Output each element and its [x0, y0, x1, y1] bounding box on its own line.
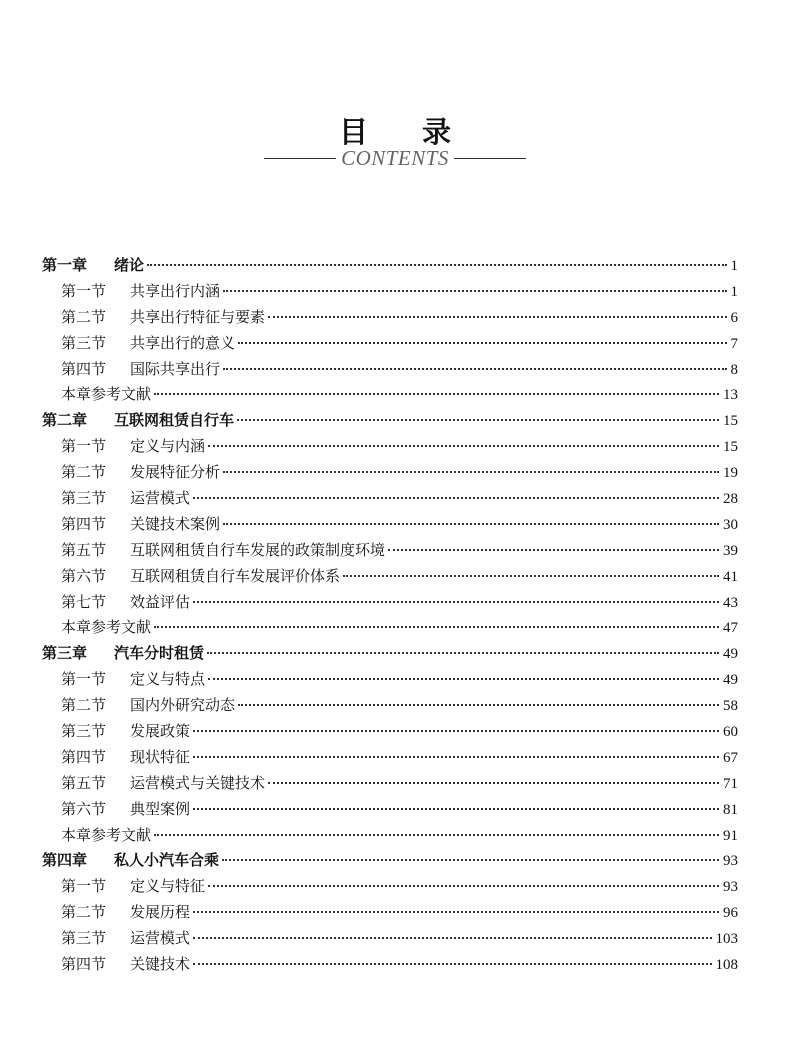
dot-leader	[193, 931, 711, 939]
toc-entry-title: 定义与特征	[130, 877, 206, 896]
toc-section-row[interactable]	[42, 357, 738, 383]
toc-entry-title: 私人小汽车合乘	[114, 851, 220, 870]
toc-entry-label	[61, 745, 190, 771]
toc-entry-label	[61, 564, 340, 590]
toc-chapter-row[interactable]	[42, 641, 738, 667]
dot-leader	[223, 465, 719, 473]
toc-entry-label	[61, 719, 190, 745]
toc-page-number: 91	[723, 827, 738, 844]
toc-page-number: 8	[730, 361, 738, 378]
toc-entry-label	[61, 693, 235, 719]
toc-entry-number: 第一节	[61, 877, 107, 896]
toc-section-row[interactable]	[42, 797, 738, 823]
toc-entry-title: 运营模式与关键技术	[130, 773, 266, 792]
dot-leader	[208, 879, 719, 887]
toc-entry-label	[42, 641, 204, 667]
toc-entry-label	[61, 486, 190, 512]
toc-page-number: 93	[723, 879, 738, 896]
toc-entry-label	[61, 771, 265, 797]
toc-entry-title: 汽车分时租赁	[114, 644, 205, 663]
toc-section-row[interactable]	[42, 564, 738, 590]
toc-entry-number: 第六节	[61, 566, 107, 585]
toc-entry-label	[61, 538, 385, 564]
dot-leader	[268, 776, 719, 784]
toc-section-row[interactable]	[42, 874, 738, 900]
dot-leader	[238, 336, 726, 344]
toc-section-row[interactable]	[42, 538, 738, 564]
toc-entry-label	[61, 331, 235, 357]
toc-entry-title: 发展历程	[130, 903, 191, 922]
toc-entry-number: 第二节	[61, 903, 107, 922]
toc-entry-label	[61, 512, 220, 538]
toc-page-number: 6	[730, 309, 738, 326]
toc-entry-title: 绪论	[114, 256, 145, 274]
toc-section-row[interactable]	[42, 279, 738, 305]
dot-leader	[207, 646, 719, 654]
toc-section-row[interactable]	[42, 900, 738, 926]
left-rule	[264, 158, 336, 159]
toc-page-number: 1	[730, 258, 738, 274]
toc-page-number: 15	[723, 413, 738, 430]
toc-entry-title: 定义与特点	[130, 670, 206, 689]
toc-section-row[interactable]	[42, 667, 738, 693]
toc-page-number: 49	[723, 646, 738, 663]
toc-entry-label	[61, 590, 190, 616]
toc-page-number: 30	[723, 516, 738, 533]
toc-entry-number: 第四节	[61, 514, 107, 533]
toc-entry-number: 第三节	[61, 489, 107, 508]
toc-entry-number: 第一章	[42, 256, 88, 274]
toc-entry-title: 发展政策	[130, 722, 191, 741]
toc-entry-label	[61, 797, 190, 823]
toc-entry-number: 第二节	[61, 696, 107, 715]
toc-entry-title: 关键技术案例	[130, 514, 221, 533]
toc-entry-title: 效益评估	[130, 592, 191, 611]
toc-entry-label	[42, 848, 219, 874]
toc-section-row[interactable]	[42, 512, 738, 538]
toc-entry-title: 国内外研究动态	[130, 696, 236, 715]
toc-entry-title: 互联网租赁自行车发展评价体系	[130, 566, 341, 585]
toc-entry-number: 第五节	[61, 773, 107, 792]
toc-entry-label	[61, 357, 220, 383]
dot-leader	[222, 853, 719, 861]
toc-section-row[interactable]	[42, 952, 738, 978]
toc-page-number: 49	[723, 672, 738, 689]
dot-leader	[208, 672, 719, 680]
toc-section-row[interactable]	[42, 460, 738, 486]
toc-section-row[interactable]	[42, 305, 738, 331]
toc-entry-label	[61, 460, 220, 486]
toc-entry-number: 第一节	[61, 281, 107, 300]
toc-page-number: 19	[723, 465, 738, 482]
toc-entry-number: 第二节	[61, 307, 107, 326]
toc-entry-title: 本章参考文献	[61, 825, 152, 844]
toc-entry-title: 关键技术	[130, 955, 191, 974]
toc-entry-number: 第一节	[61, 437, 107, 456]
dot-leader	[388, 543, 719, 551]
toc-entry-number: 第三节	[61, 333, 107, 352]
toc-page-number: 58	[723, 698, 738, 715]
dot-leader	[208, 439, 719, 447]
toc-page-number: 39	[723, 542, 738, 559]
toc-entry-number: 第三章	[42, 644, 88, 663]
toc-entry-label	[61, 926, 190, 952]
toc-entry-label	[61, 382, 151, 408]
toc-entry-number: 第七节	[61, 592, 107, 611]
dot-leader	[193, 905, 719, 913]
toc-entry-title: 本章参考文献	[61, 385, 152, 404]
toc-entry-number: 第六节	[61, 799, 107, 818]
toc-entry-number: 第三节	[61, 722, 107, 741]
toc-section-row[interactable]	[42, 926, 738, 952]
toc-page-number: 41	[723, 568, 738, 585]
toc-page-number: 28	[723, 491, 738, 508]
toc-entry-label	[61, 667, 205, 693]
contents-title: 目 录	[338, 115, 474, 149]
toc-page-number: 43	[723, 594, 738, 611]
toc-entry-title: 共享出行特征与要素	[130, 307, 266, 326]
toc-entry-label	[61, 305, 265, 331]
dot-leader	[193, 595, 719, 603]
toc-page-number: 81	[723, 801, 738, 818]
dot-leader	[147, 258, 726, 266]
toc-section-row[interactable]	[42, 382, 738, 408]
toc-entry-number: 第五节	[61, 540, 107, 559]
toc-entry-number: 第四节	[61, 747, 107, 766]
dot-leader	[223, 362, 726, 370]
dot-leader	[223, 284, 726, 292]
toc-entry-label	[61, 615, 151, 641]
toc-entry-number: 第四节	[61, 359, 107, 378]
dot-leader	[193, 750, 719, 758]
toc-entry-title: 运营模式	[130, 489, 191, 508]
toc-entry-number: 第二节	[61, 463, 107, 482]
toc-chapter-row[interactable]	[42, 253, 738, 279]
toc-entry-label	[61, 434, 205, 460]
toc-chapter-row[interactable]	[42, 408, 738, 434]
toc-page-number: 7	[730, 335, 738, 352]
dot-leader	[237, 413, 719, 421]
toc-entry-title: 互联网租赁自行车	[114, 411, 235, 430]
toc-section-row[interactable]	[42, 719, 738, 745]
toc-entry-title: 互联网租赁自行车发展的政策制度环境	[130, 540, 386, 559]
toc-page-number: 93	[723, 853, 738, 870]
toc-section-row[interactable]	[42, 434, 738, 460]
dot-leader	[154, 828, 719, 836]
toc-entry-title: 共享出行内涵	[130, 281, 221, 300]
toc-entry-label	[61, 279, 220, 305]
toc-page-number: 15	[723, 439, 738, 456]
toc-section-row[interactable]	[42, 693, 738, 719]
toc-entry-number: 第三节	[61, 929, 107, 948]
toc-entry-number: 第四节	[61, 955, 107, 974]
toc-entry-label	[61, 952, 190, 978]
toc-section-row[interactable]	[42, 823, 738, 849]
toc-section-row[interactable]	[42, 486, 738, 512]
dot-leader	[154, 387, 719, 395]
toc-section-row[interactable]	[42, 771, 738, 797]
toc-page-number: 60	[723, 724, 738, 741]
toc-entry-number: 第二章	[42, 411, 88, 430]
toc-entry-title: 本章参考文献	[61, 618, 152, 637]
dot-leader	[223, 517, 719, 525]
toc-entry-label	[42, 253, 144, 279]
toc-page-number: 103	[715, 931, 738, 948]
dot-leader	[193, 957, 711, 965]
toc-chapter-row[interactable]	[42, 848, 738, 874]
dot-leader	[193, 802, 719, 810]
toc-page-number: 108	[715, 957, 738, 974]
toc-entry-title: 典型案例	[130, 799, 191, 818]
subtitle-text: CONTENTS	[341, 146, 449, 170]
toc-entry-label	[61, 823, 151, 849]
toc-entry-number: 第四章	[42, 851, 88, 870]
dot-leader	[193, 491, 719, 499]
toc-page-number: 96	[723, 905, 738, 922]
toc-entry-label	[61, 900, 190, 926]
dot-leader	[193, 724, 719, 732]
toc-entry-number: 第一节	[61, 670, 107, 689]
toc-page-number: 71	[723, 775, 738, 792]
toc-section-row[interactable]	[42, 590, 738, 616]
toc-entry-title: 定义与内涵	[130, 437, 206, 456]
toc-entry-title: 共享出行的意义	[130, 333, 236, 352]
toc-page-number: 1	[730, 283, 738, 300]
toc-entry-title: 运营模式	[130, 929, 191, 948]
toc-entry-label	[61, 874, 205, 900]
dot-leader	[343, 569, 719, 577]
dot-leader	[238, 698, 719, 706]
toc-entry-title: 发展特征分析	[130, 463, 221, 482]
toc-section-row[interactable]	[42, 745, 738, 771]
toc-page-number: 67	[723, 749, 738, 766]
right-rule	[454, 158, 526, 159]
toc-page-number: 13	[723, 387, 738, 404]
toc-section-row[interactable]	[42, 615, 738, 641]
toc-page-number: 47	[723, 620, 738, 637]
toc-entry-title: 现状特征	[130, 747, 191, 766]
toc-entry-label	[42, 408, 234, 434]
toc-entry-title: 国际共享出行	[130, 359, 221, 378]
contents-subtitle	[0, 146, 790, 170]
toc-list	[42, 253, 738, 978]
toc-section-row[interactable]	[42, 331, 738, 357]
dot-leader	[268, 310, 726, 318]
dot-leader	[154, 620, 719, 628]
